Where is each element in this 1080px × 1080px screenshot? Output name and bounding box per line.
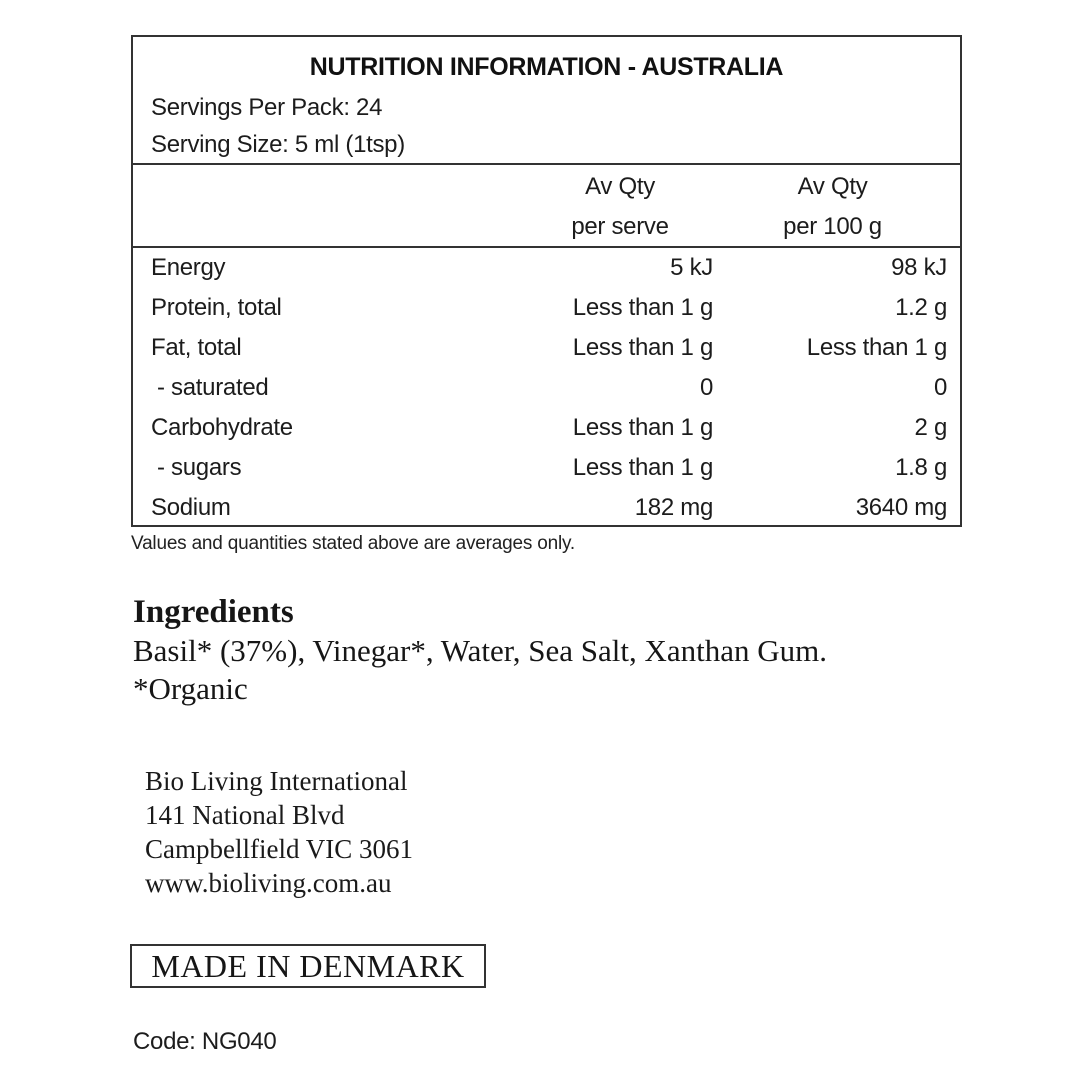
manufacturer-name: Bio Living International (145, 766, 408, 796)
value-per-serve: Less than 1 g (572, 414, 713, 441)
row-label: Energy (151, 254, 226, 281)
made-in-denmark-box (130, 944, 486, 988)
manufacturer-city: Campbellfield VIC 3061 (145, 834, 413, 864)
origin-label: MADE IN DENMARK (151, 947, 465, 984)
table-row-fat (133, 328, 960, 368)
col-header-line: per serve (571, 213, 669, 240)
table-row-protein (133, 288, 960, 328)
row-label: Fat, total (151, 334, 242, 361)
col-header-per-100g (719, 165, 960, 247)
col-header-line: Av Qty (797, 173, 868, 200)
table-row-energy (133, 248, 960, 288)
row-label: Carbohydrate (151, 414, 293, 441)
value-per-serve: 182 mg (634, 494, 713, 521)
row-label: - saturated (157, 374, 269, 401)
value-per-100g: 1.8 g (895, 454, 947, 481)
serving-size: Serving Size: 5 ml (1tsp) (151, 130, 405, 158)
col-header-line: per 100 g (783, 213, 882, 240)
table-row-saturated (133, 368, 960, 408)
row-label: - sugars (157, 454, 242, 481)
value-per-serve: 5 kJ (670, 254, 713, 281)
averages-footnote: Values and quantities stated above are averages only. (131, 533, 575, 554)
nutrition-table (131, 35, 962, 527)
table-row-carbohydrate (133, 408, 960, 448)
value-per-100g: Less than 1 g (806, 334, 947, 361)
value-per-100g: 2 g (914, 414, 947, 441)
row-label: Sodium (151, 494, 231, 521)
servings-per-pack: Servings Per Pack: 24 (151, 93, 383, 121)
manufacturer-block (145, 764, 413, 900)
table-header-row (133, 165, 960, 246)
value-per-100g: 0 (933, 374, 947, 401)
value-per-serve: 0 (699, 374, 713, 401)
product-code: Code: NG040 (133, 1028, 277, 1055)
value-per-100g: 1.2 g (895, 294, 947, 321)
value-per-serve: Less than 1 g (572, 334, 713, 361)
manufacturer-website: www.bioliving.com.au (145, 868, 392, 898)
ingredients-list: Basil* (37%), Vinegar*, Water, Sea Salt, Xanthan Gum. (133, 633, 828, 668)
value-per-serve: Less than 1 g (572, 294, 713, 321)
organic-note: *Organic (133, 671, 248, 706)
table-row-sodium (133, 488, 960, 528)
nutrition-table-title: NUTRITION INFORMATION - AUSTRALIA (309, 53, 784, 81)
table-row-sugars (133, 448, 960, 488)
value-per-100g: 3640 mg (855, 494, 947, 521)
manufacturer-street: 141 National Blvd (145, 800, 345, 830)
row-label: Protein, total (151, 294, 282, 321)
value-per-serve: Less than 1 g (572, 454, 713, 481)
ingredients-heading: Ingredients (133, 594, 294, 630)
ingredients-section (133, 592, 963, 708)
col-header-per-serve (521, 165, 719, 247)
col-header-line: Av Qty (585, 173, 655, 200)
value-per-100g: 98 kJ (891, 254, 947, 281)
